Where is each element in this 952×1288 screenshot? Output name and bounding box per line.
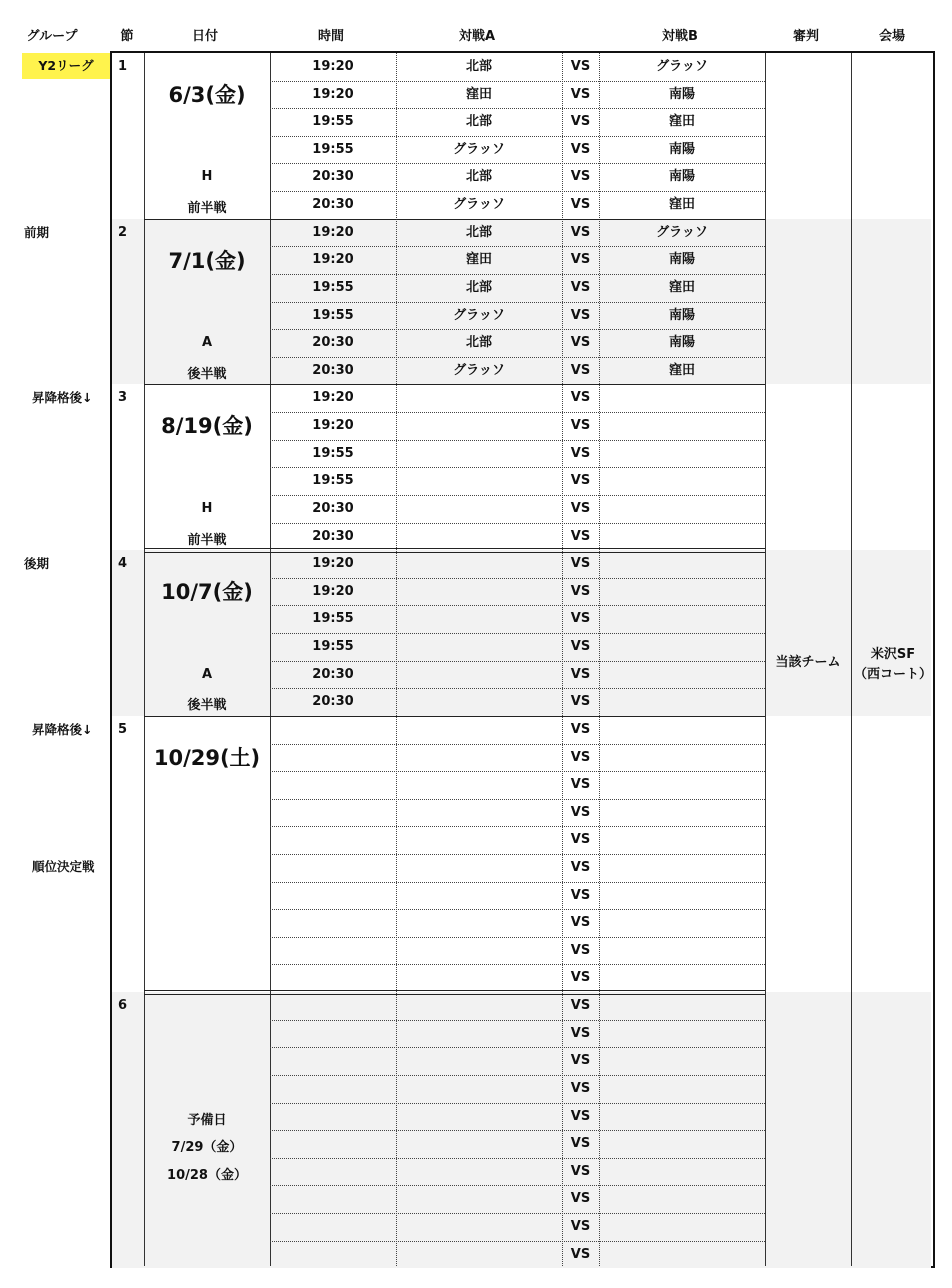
match-team-b [599, 412, 765, 440]
match-time [270, 1185, 396, 1213]
match-time: 19:20 [312, 59, 354, 74]
vs-label: VS [570, 1053, 591, 1069]
match-team-b [599, 633, 765, 661]
section-number: 5 [118, 721, 128, 737]
match-team-b [599, 1241, 765, 1269]
match-team-b [599, 384, 765, 412]
match-team-a [396, 440, 562, 468]
match-team-a [396, 1103, 562, 1131]
label-promotion-1: 昇降格後↓ [32, 390, 93, 405]
match-time: 20:30 [312, 169, 354, 185]
match-time: 19:20 [312, 86, 354, 102]
match-time: 19:20 [312, 418, 354, 434]
vs-label: VS [570, 528, 591, 544]
match-team-b [599, 771, 765, 799]
match-time: 19:55 [312, 307, 354, 323]
referee-text: 当該チーム [775, 655, 841, 670]
match-team-b [599, 467, 765, 495]
vs-label: VS [570, 500, 591, 516]
section-number: 3 [118, 390, 128, 406]
match-time: 19:20 [312, 390, 354, 406]
label-first-period: 前期 [24, 225, 50, 240]
match-team-a: 北部 [465, 335, 492, 351]
match-team-a [396, 1020, 562, 1048]
match-team-b [599, 1020, 765, 1048]
match-time [270, 1158, 396, 1186]
match-team-b [599, 937, 765, 965]
vs-label: VS [570, 804, 591, 820]
match-time: 20:30 [312, 197, 354, 213]
match-team-b [599, 1213, 765, 1241]
match-team-b: 窪田 [668, 114, 695, 130]
match-team-a [396, 1047, 562, 1075]
half-label: 後半戦 [187, 366, 227, 382]
match-time [270, 992, 396, 1020]
match-time: 20:30 [312, 666, 354, 682]
vs-label: VS [570, 1246, 591, 1262]
header-team-a: 対戦A [458, 29, 496, 44]
label-promotion-2: 昇降格後↓ [32, 722, 93, 737]
vs-label: VS [570, 307, 591, 323]
match-team-a [396, 854, 562, 882]
match-team-a [396, 1130, 562, 1158]
vs-label: VS [570, 970, 591, 986]
match-team-a [396, 909, 562, 937]
vs-label: VS [570, 418, 591, 434]
match-team-b [599, 744, 765, 772]
match-team-b [599, 909, 765, 937]
match-team-b [599, 1075, 765, 1103]
match-time: 19:55 [312, 141, 354, 157]
section-date: 6/3(金) [168, 83, 246, 107]
match-time [270, 826, 396, 854]
match-team-a: グラッソ [453, 307, 505, 323]
match-team-b [599, 688, 765, 716]
header-venue: 会場 [878, 29, 905, 44]
vs-label: VS [570, 445, 591, 461]
match-time: 19:55 [312, 639, 354, 655]
vs-label: VS [570, 666, 591, 682]
match-time [270, 964, 396, 992]
match-team-a [396, 1158, 562, 1186]
vs-label: VS [570, 1080, 591, 1096]
match-team-b [599, 716, 765, 744]
half-label: 前半戦 [187, 532, 227, 548]
group-badge: Y2リーグ [22, 53, 110, 79]
match-team-a [396, 826, 562, 854]
match-team-a [396, 633, 562, 661]
vs-label: VS [570, 749, 591, 765]
match-team-a [396, 550, 562, 578]
match-team-a [396, 495, 562, 523]
match-team-b: 南陽 [668, 141, 695, 157]
vs-label: VS [570, 114, 591, 130]
match-team-a: 北部 [465, 169, 492, 185]
match-team-b [599, 605, 765, 633]
section-number: 1 [118, 59, 128, 74]
half-label: 前半戦 [187, 201, 227, 217]
vs-label: VS [570, 169, 591, 185]
vs-label: VS [570, 721, 591, 737]
match-team-b [599, 992, 765, 1020]
vs-label: VS [570, 252, 591, 268]
match-team-b: 南陽 [668, 169, 695, 185]
vs-label: VS [570, 1219, 591, 1235]
match-time: 20:30 [312, 528, 354, 544]
match-time: 20:30 [312, 335, 354, 351]
match-time [270, 771, 396, 799]
vs-label: VS [570, 556, 591, 572]
match-time: 19:20 [312, 556, 354, 572]
vs-label: VS [570, 611, 591, 627]
reserve-date: 7/29（金） [171, 1140, 243, 1156]
match-team-a [396, 964, 562, 992]
header-group: グループ [26, 29, 78, 44]
match-team-a [396, 384, 562, 412]
section-date: 10/29(土) [153, 745, 261, 770]
vs-label: VS [570, 1136, 591, 1152]
home-away: H [201, 500, 213, 516]
match-team-b [599, 1185, 765, 1213]
match-team-b: 南陽 [668, 252, 695, 268]
match-team-b: 窪田 [668, 362, 695, 378]
vs-label: VS [570, 859, 591, 875]
reserve-date: 10/28（金） [167, 1167, 247, 1183]
vs-label: VS [570, 279, 591, 295]
match-team-a [396, 467, 562, 495]
match-team-a: 北部 [465, 279, 492, 295]
vs-label: VS [570, 59, 591, 74]
match-time: 20:30 [312, 694, 354, 710]
header-section: 節 [120, 29, 134, 44]
home-away: A [201, 666, 213, 682]
match-team-a [396, 937, 562, 965]
match-time: 19:55 [312, 445, 354, 461]
match-team-a: 窪田 [465, 86, 492, 102]
match-team-b [599, 661, 765, 689]
match-team-a [396, 578, 562, 606]
vs-label: VS [570, 141, 591, 157]
match-team-a: グラッソ [453, 141, 505, 157]
match-team-b [599, 1103, 765, 1131]
vs-label: VS [570, 942, 591, 958]
match-team-a [396, 1185, 562, 1213]
section-number: 6 [118, 998, 128, 1014]
section-date: 10/7(金) [161, 580, 253, 605]
match-time: 19:20 [312, 224, 354, 240]
vs-label: VS [570, 832, 591, 848]
match-team-b [599, 495, 765, 523]
vs-label: VS [570, 887, 591, 903]
vs-label: VS [570, 335, 591, 351]
vs-label: VS [570, 915, 591, 931]
half-label: 後半戦 [187, 698, 227, 714]
section-date: 8/19(金) [161, 414, 253, 439]
col-divider [144, 53, 145, 1266]
match-team-a [396, 771, 562, 799]
schedule-table [110, 51, 935, 1268]
match-team-a [396, 1075, 562, 1103]
vs-label: VS [570, 224, 591, 240]
reserve-title: 予備日 [187, 1112, 227, 1128]
vs-label: VS [570, 362, 591, 378]
match-team-b [599, 826, 765, 854]
match-team-b [599, 964, 765, 992]
vs-label: VS [570, 777, 591, 793]
match-team-b: 窪田 [668, 197, 695, 213]
vs-label: VS [570, 694, 591, 710]
match-team-a: 北部 [465, 59, 492, 74]
match-time [270, 1047, 396, 1075]
match-team-b [599, 1047, 765, 1075]
vs-label: VS [570, 1163, 591, 1179]
match-time [270, 1130, 396, 1158]
label-second-period: 後期 [24, 556, 50, 571]
section-number: 2 [118, 224, 128, 240]
match-team-a [396, 744, 562, 772]
match-team-b [599, 550, 765, 578]
match-team-b: グラッソ [656, 59, 708, 74]
header-time: 時間 [317, 29, 344, 44]
section-number: 4 [118, 556, 128, 572]
match-time: 19:55 [312, 279, 354, 295]
match-team-b [599, 882, 765, 910]
section-date: 7/1(金) [168, 248, 246, 273]
match-time [270, 882, 396, 910]
match-team-b: 南陽 [668, 86, 695, 102]
match-team-a [396, 716, 562, 744]
vs-label: VS [570, 1025, 591, 1041]
vs-label: VS [570, 583, 591, 599]
match-team-b [599, 854, 765, 882]
vs-label: VS [570, 639, 591, 655]
vs-label: VS [570, 197, 591, 213]
match-time [270, 854, 396, 882]
match-time [270, 1075, 396, 1103]
match-time [270, 1103, 396, 1131]
match-team-b [599, 1130, 765, 1158]
match-team-a [396, 1241, 562, 1269]
match-time [270, 799, 396, 827]
match-team-a [396, 882, 562, 910]
match-time [270, 744, 396, 772]
match-team-b [599, 523, 765, 551]
match-time [270, 909, 396, 937]
match-time [270, 1213, 396, 1241]
match-team-a [396, 605, 562, 633]
home-away: A [201, 335, 213, 351]
match-team-a [396, 799, 562, 827]
match-team-a: グラッソ [453, 362, 505, 378]
vs-label: VS [570, 998, 591, 1014]
match-time: 19:55 [312, 114, 354, 130]
venue-court: （西コート） [853, 667, 932, 682]
match-team-a [396, 412, 562, 440]
match-team-b: グラッソ [656, 224, 708, 240]
header-referee: 審判 [792, 29, 819, 44]
match-team-a: 北部 [465, 224, 492, 240]
match-team-b [599, 799, 765, 827]
match-team-b [599, 1158, 765, 1186]
match-time: 19:55 [312, 611, 354, 627]
match-time: 19:20 [312, 252, 354, 268]
match-time [270, 1241, 396, 1269]
match-team-b: 南陽 [668, 307, 695, 323]
match-team-a [396, 992, 562, 1020]
match-team-a [396, 688, 562, 716]
vs-label: VS [570, 1191, 591, 1207]
venue-name: 米沢SF [870, 647, 916, 662]
match-team-b [599, 440, 765, 468]
label-ranking: 順位決定戦 [32, 859, 95, 874]
match-time [270, 1020, 396, 1048]
match-time: 19:20 [312, 583, 354, 599]
vs-label: VS [570, 390, 591, 406]
match-team-b: 窪田 [668, 279, 695, 295]
match-time: 19:55 [312, 473, 354, 489]
vs-label: VS [570, 86, 591, 102]
match-time: 20:30 [312, 500, 354, 516]
match-team-a: グラッソ [453, 197, 505, 213]
match-team-a [396, 523, 562, 551]
vs-label: VS [570, 473, 591, 489]
match-team-a: 北部 [465, 114, 492, 130]
match-time: 20:30 [312, 362, 354, 378]
header-date: 日付 [191, 29, 218, 44]
match-team-a [396, 1213, 562, 1241]
match-team-a: 窪田 [465, 252, 492, 268]
match-team-b: 南陽 [668, 335, 695, 351]
header-team-b: 対戦B [662, 29, 698, 44]
home-away: H [201, 169, 213, 185]
match-team-b [599, 578, 765, 606]
match-time [270, 716, 396, 744]
match-time [270, 937, 396, 965]
match-team-a [396, 661, 562, 689]
vs-label: VS [570, 1108, 591, 1124]
